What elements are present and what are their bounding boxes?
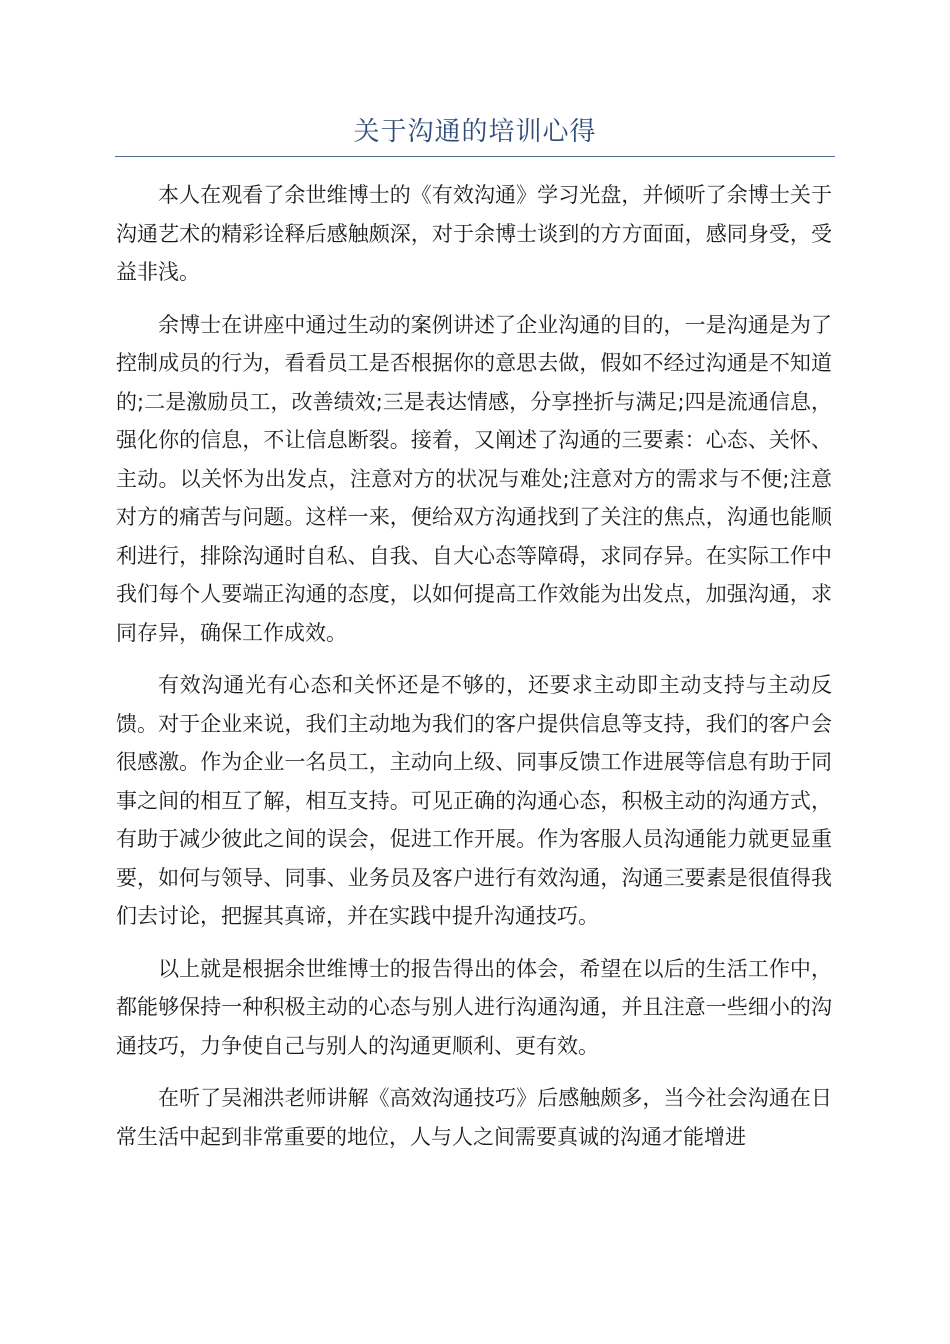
paragraph-1: 本人在观看了余世维博士的《有效沟通》学习光盘，并倾听了余博士关于沟通艺术的精彩诠释后感触颇深，对于余博士谈到的方方面面，感同身受，受益非浅。 [116,183,832,284]
paragraph-5: 在听了吴湘洪老师讲解《高效沟通技巧》后感触颇多，当今社会沟通在日常生活中起到非常重要的地位，人与人之间需要真诚的沟通才能增进 [116,1086,832,1149]
paragraph-2: 余博士在讲座中通过生动的案例讲述了企业沟通的目的，一是沟通是为了控制成员的行为，看看员工是否根据你的意思去做，假如不经过沟通是不知道的;二是激励员工，改善绩效;三是表达情感，分享挫折与满足;四是流通信息，强化你的信息，不让信息断裂。接着，又阐述了沟通的三要素：心态、关怀、主动。以关怀为出发点，注意对方的状况与难处;注意对方的需求与不便;注意对方的痛苦与问题。这样一来，便给双方沟通找到了关注的焦点，沟通也能顺利进行，排除沟通时自私、自我、自大心态等障碍，求同存异。在实际工作中我们每个人要端正沟通的态度，以如何提高工作效能为出发点，加强沟通，求同存异，确保工作成效。 [116,312,832,645]
document-title: 关于沟通的培训心得 [353,117,597,147]
document-body [116,176,832,1170]
paragraph-4: 以上就是根据余世维博士的报告得出的体会，希望在以后的生活工作中，都能够保持一种积极主动的心态与别人进行沟通沟通，并且注意一些细小的沟通技巧，力争使自己与别人的沟通更顺利、更有效。 [116,956,832,1058]
paragraph-3: 有效沟通光有心态和关怀还是不够的，还要求主动即主动支持与主动反馈。对于企业来说，我们主动地为我们的客户提供信息等支持，我们的客户会很感激。作为企业一名员工，主动向上级、同事反馈工作进展等信息有助于同事之间的相互了解，相互支持。可见正确的沟通心态，积极主动的沟通方式，有助于减少彼此之间的误会，促进工作开展。作为客服人员沟通能力就更显重要，如何与领导、同事、业务员及客户进行有效沟通，沟通三要素是很值得我们去讨论，把握其真谛，并在实践中提升沟通技巧。 [116,673,832,928]
title-block [115,112,835,157]
